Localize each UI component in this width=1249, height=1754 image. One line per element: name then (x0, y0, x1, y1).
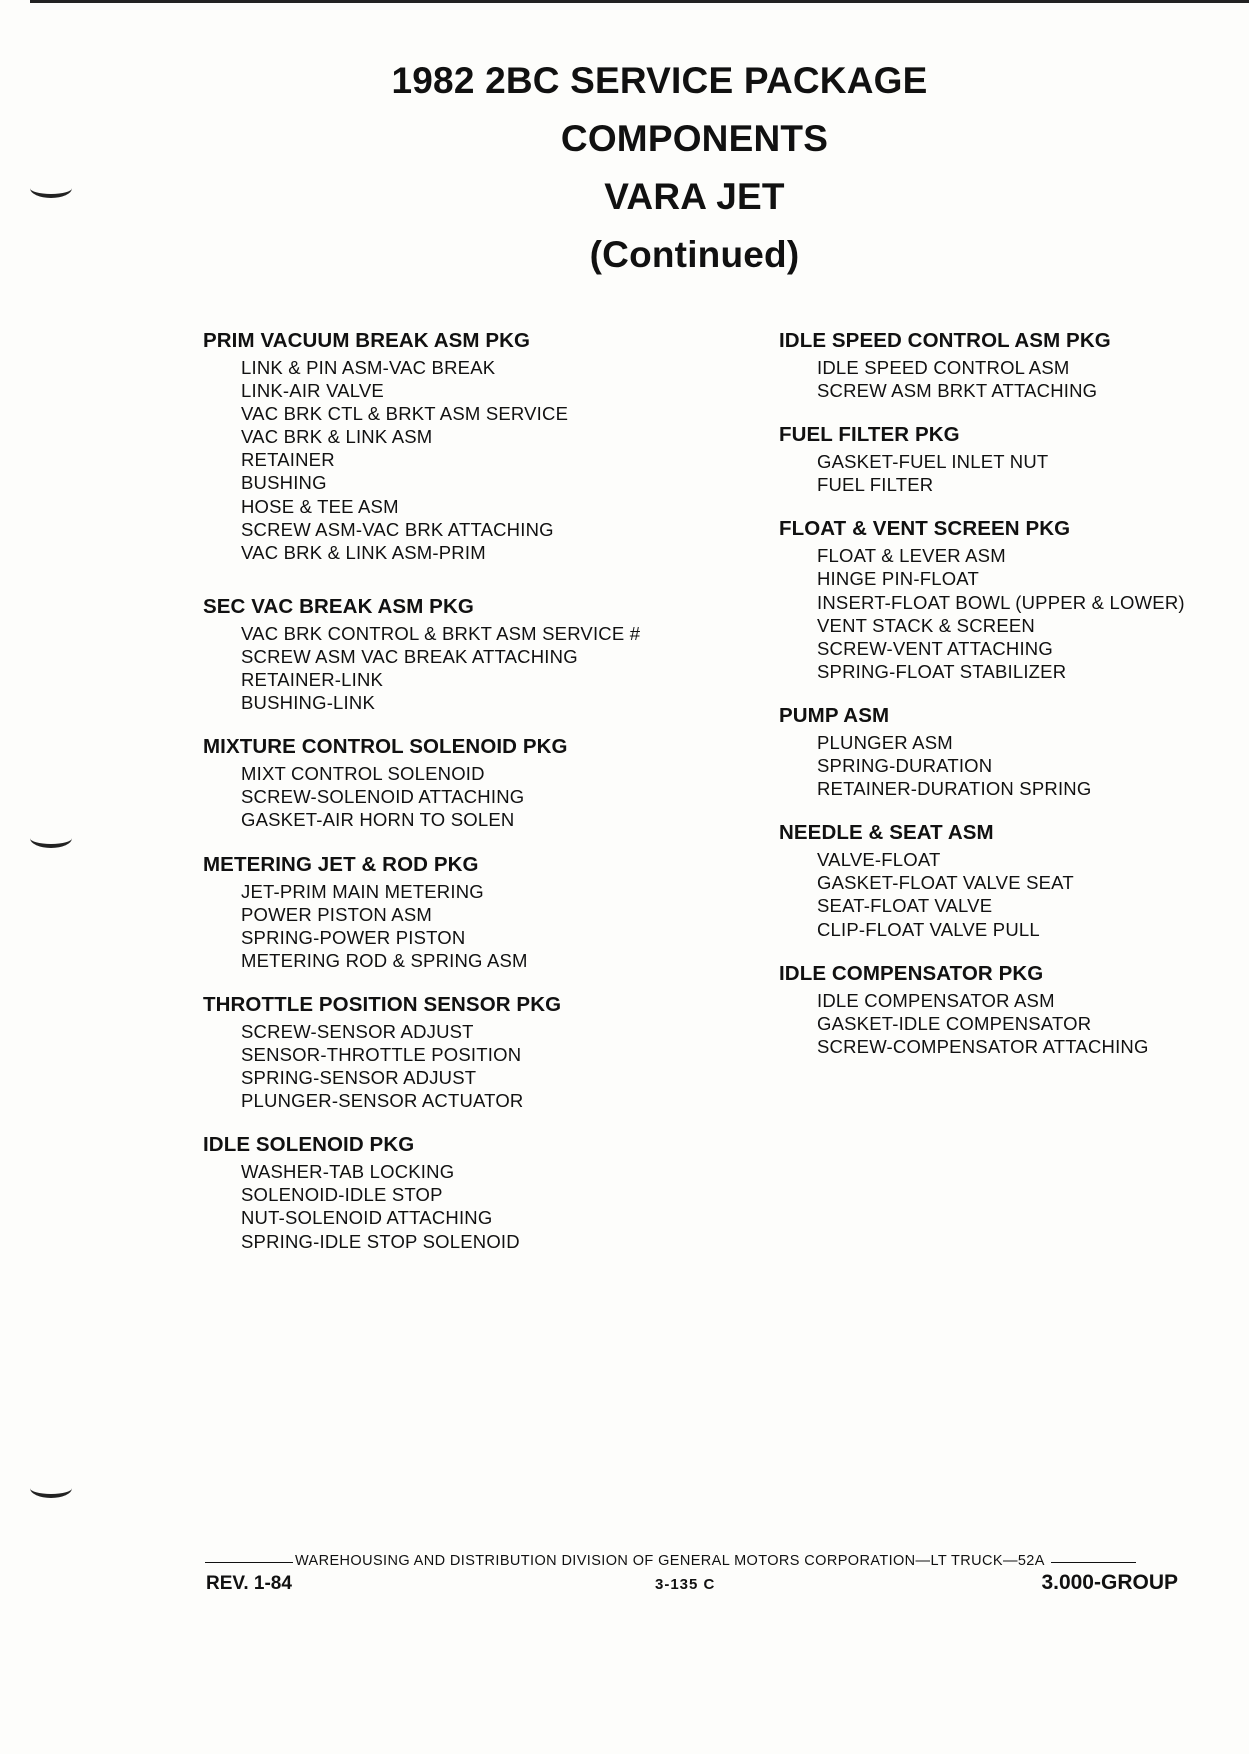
component-item: LINK-AIR VALVE (241, 380, 384, 402)
component-list (203, 1160, 723, 1252)
group-label: 3.000-GROUP (1041, 1571, 1178, 1594)
package-title: PUMP ASM (779, 703, 890, 727)
component-item: GASKET-FLOAT VALVE SEAT (817, 872, 1074, 894)
component-item: BUSHING (241, 472, 327, 494)
component-list (779, 989, 1229, 1058)
right-column (779, 328, 1229, 1078)
component-item: SCREW-SENSOR ADJUST (241, 1020, 474, 1042)
component-list (779, 450, 1229, 496)
package-title: MIXTURE CONTROL SOLENOID PKG (203, 735, 568, 759)
component-item: SPRING-SENSOR ADJUST (241, 1067, 477, 1089)
component-item: SCREW ASM-VAC BRK ATTACHING (241, 518, 554, 540)
component-item: CLIP-FLOAT VALVE PULL (817, 918, 1040, 940)
component-item: IDLE COMPENSATOR ASM (817, 989, 1055, 1011)
component-item: MIXT CONTROL SOLENOID (241, 763, 485, 785)
component-list (203, 1020, 723, 1112)
component-item: VAC BRK CTL & BRKT ASM SERVICE (241, 403, 569, 425)
package-title: IDLE SOLENOID PKG (203, 1133, 415, 1157)
component-item: SOLENOID-IDLE STOP (241, 1184, 443, 1206)
component-item: HINGE PIN-FLOAT (817, 568, 979, 590)
component-list (779, 848, 1229, 940)
component-item: HOSE & TEE ASM (241, 495, 399, 517)
footer-rule-right (1051, 1562, 1136, 1563)
component-item: SCREW ASM BRKT ATTACHING (817, 380, 1098, 402)
package-title: METERING JET & ROD PKG (203, 852, 479, 876)
component-item: SEAT-FLOAT VALVE (817, 895, 993, 917)
component-item: SCREW-COMPENSATOR ATTACHING (817, 1035, 1149, 1057)
component-item: RETAINER-LINK (241, 669, 384, 691)
binder-hole-mark-bottom (30, 1472, 72, 1498)
component-item: INSERT-FLOAT BOWL (UPPER & LOWER) (817, 591, 1185, 613)
component-item: VAC BRK & LINK ASM-PRIM (241, 541, 486, 563)
package-section (203, 992, 723, 1112)
package-section (203, 734, 723, 831)
component-list (203, 762, 723, 831)
title-line-4: (Continued) (589, 234, 800, 275)
component-item: FUEL FILTER (817, 474, 934, 496)
component-item: METERING ROD & SPRING ASM (241, 949, 528, 971)
package-section (779, 422, 1229, 496)
package-title: FLOAT & VENT SCREEN PKG (779, 517, 1071, 541)
component-item: SPRING-IDLE STOP SOLENOID (241, 1230, 520, 1252)
package-section (779, 328, 1229, 402)
package-title: NEEDLE & SEAT ASM (779, 821, 994, 845)
package-section (779, 516, 1229, 683)
component-list (779, 544, 1229, 683)
component-item: PLUNGER ASM (817, 731, 953, 753)
component-item: SENSOR-THROTTLE POSITION (241, 1043, 522, 1065)
component-item: FLOAT & LEVER ASM (817, 545, 1006, 567)
package-title: PRIM VACUUM BREAK ASM PKG (203, 329, 531, 352)
package-section (203, 1132, 723, 1252)
left-column (203, 328, 723, 1273)
component-item: VENT STACK & SCREEN (817, 614, 1035, 636)
package-section (779, 820, 1229, 940)
package-title: IDLE SPEED CONTROL ASM PKG (779, 329, 1111, 352)
page-footer (205, 1553, 1178, 1597)
package-section (203, 594, 723, 714)
component-item: GASKET-FUEL INLET NUT (817, 451, 1049, 473)
component-list (203, 356, 723, 564)
package-section (203, 328, 723, 564)
component-item: RETAINER (241, 449, 335, 471)
component-item: SPRING-DURATION (817, 755, 993, 777)
component-item: VALVE-FLOAT (817, 849, 941, 871)
component-item: SCREW ASM VAC BREAK ATTACHING (241, 645, 578, 667)
component-list (779, 356, 1229, 402)
package-section (203, 852, 723, 972)
component-item: JET-PRIM MAIN METERING (241, 880, 484, 902)
footer-rule-left (205, 1562, 293, 1563)
component-item: GASKET-AIR HORN TO SOLEN (241, 809, 515, 831)
title-line-1: 1982 2BC SERVICE PACKAGE (391, 60, 928, 101)
component-item: SPRING-FLOAT STABILIZER (817, 660, 1067, 682)
page-number: 3-135 C (655, 1576, 716, 1593)
component-item: VAC BRK & LINK ASM (241, 426, 433, 448)
component-item: WASHER-TAB LOCKING (241, 1161, 455, 1183)
package-section (779, 961, 1229, 1058)
footer-info-row (205, 1571, 1178, 1597)
component-list (779, 731, 1229, 800)
footer-division-text: WAREHOUSING AND DISTRIBUTION DIVISION OF GENERAL MOTORS CORPORATION—LT TRUCK—52A (295, 1553, 1045, 1569)
component-list (203, 880, 723, 972)
top-border-rule (30, 0, 1249, 3)
component-item: GASKET-IDLE COMPENSATOR (817, 1012, 1092, 1034)
component-item: NUT-SOLENOID ATTACHING (241, 1207, 493, 1229)
package-title: IDLE COMPENSATOR PKG (779, 961, 1044, 985)
package-title: SEC VAC BREAK ASM PKG (203, 594, 474, 618)
page-title (0, 52, 1249, 284)
component-item: RETAINER-DURATION SPRING (817, 778, 1092, 800)
component-item: POWER PISTON ASM (241, 903, 432, 925)
component-item: SCREW-SOLENOID ATTACHING (241, 786, 525, 808)
package-section (779, 703, 1229, 800)
component-item: BUSHING-LINK (241, 692, 375, 714)
component-item: IDLE SPEED CONTROL ASM (817, 357, 1070, 378)
footer-division-line (205, 1553, 1178, 1569)
title-line-2: COMPONENTS (560, 118, 829, 159)
title-line-3: VARA JET (604, 176, 785, 217)
component-item: VAC BRK CONTROL & BRKT ASM SERVICE # (241, 622, 641, 644)
binder-hole-mark-middle (30, 822, 72, 848)
component-item: LINK & PIN ASM-VAC BREAK (241, 357, 496, 378)
package-title: FUEL FILTER PKG (779, 423, 960, 447)
component-item: SPRING-POWER PISTON (241, 926, 466, 948)
component-list (203, 622, 723, 714)
component-item: SCREW-VENT ATTACHING (817, 637, 1053, 659)
revision-label: REV. 1-84 (206, 1573, 292, 1594)
package-title: THROTTLE POSITION SENSOR PKG (203, 992, 562, 1016)
component-item: PLUNGER-SENSOR ACTUATOR (241, 1090, 524, 1112)
